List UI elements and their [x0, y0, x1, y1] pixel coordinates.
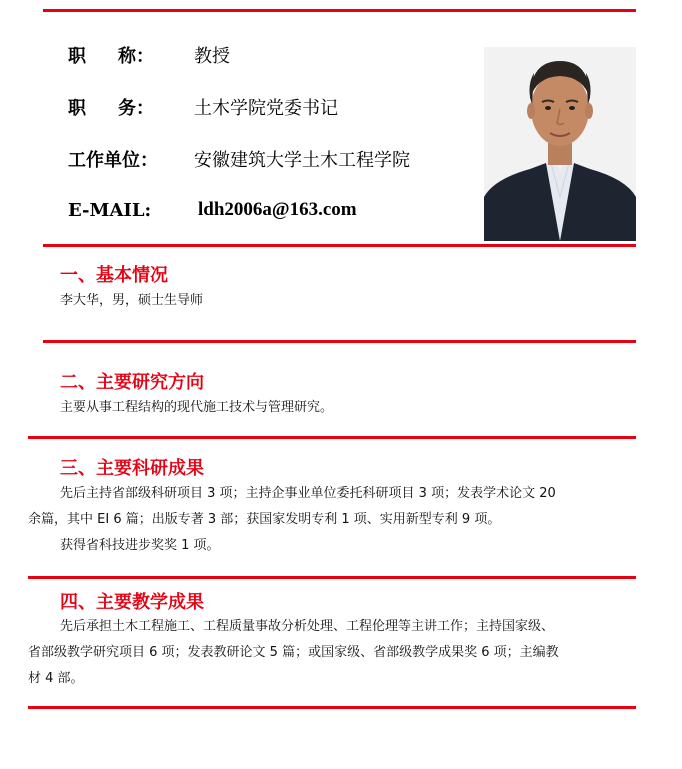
title-value: 教授 [194, 46, 230, 67]
section-body-basic [60, 288, 203, 314]
section-body-award [60, 533, 220, 559]
section-divider [28, 436, 636, 439]
post-label-part-2: 务： [118, 98, 154, 119]
body-line: 余篇，其中 EI 6 篇；出版专著 3 部；获国家发明专利 1 项、实用新型专利 9 项。 [28, 512, 501, 527]
section-divider [43, 340, 636, 343]
post-label-part-1: 职 [68, 98, 86, 119]
post-row [68, 94, 338, 120]
email-label: E-MAIL: [68, 199, 152, 221]
body-line: 主要从事工程结构的现代施工技术与管理研究。 [60, 400, 334, 415]
post-label [68, 94, 194, 120]
post-value: 土木学院党委书记 [194, 98, 338, 119]
portrait-illustration [484, 47, 636, 241]
portrait-photo [484, 47, 636, 241]
section-heading-teaching: 四、主要教学成果 [60, 592, 204, 613]
email-value[interactable]: ldh2006a@163.com [198, 199, 357, 220]
unit-value: 安徽建筑大学土木工程学院 [194, 150, 410, 171]
bottom-divider [28, 706, 636, 709]
section-body-achievements [28, 481, 640, 533]
body-line: 先后主持省部级科研项目 3 项；主持企事业单位委托科研项目 3 项；发表学术论文 20 [60, 486, 556, 501]
section-divider [43, 244, 636, 247]
unit-row [68, 146, 410, 172]
section-heading-research: 二、主要研究方向 [60, 372, 204, 393]
title-label-part-1: 职 [68, 46, 86, 67]
title-label [68, 42, 194, 68]
body-line: 材 4 部。 [28, 671, 84, 686]
section-body-research [60, 395, 333, 421]
section-heading-basic: 一、基本情况 [60, 265, 168, 286]
email-row [68, 197, 357, 223]
section-heading-achievements: 三、主要科研成果 [60, 458, 204, 479]
body-line: 获得省科技进步奖奖 1 项。 [60, 538, 220, 553]
body-line: 省部级教学研究项目 6 项；发表教研论文 5 篇；或国家级、省部级教学成果奖 6 项；主编教 [28, 645, 559, 660]
top-divider [43, 9, 636, 12]
unit-label: 工作单位： [68, 150, 158, 171]
body-line: 李大华，男，硕士生导师 [60, 293, 204, 308]
body-line: 先后承担土木工程施工、工程质量事故分析处理、工程伦理等主讲工作；主持国家级、 [60, 619, 555, 634]
title-row [68, 42, 230, 68]
section-divider [28, 576, 636, 579]
section-body-teaching [28, 614, 640, 692]
title-label-part-2: 称： [118, 46, 154, 67]
